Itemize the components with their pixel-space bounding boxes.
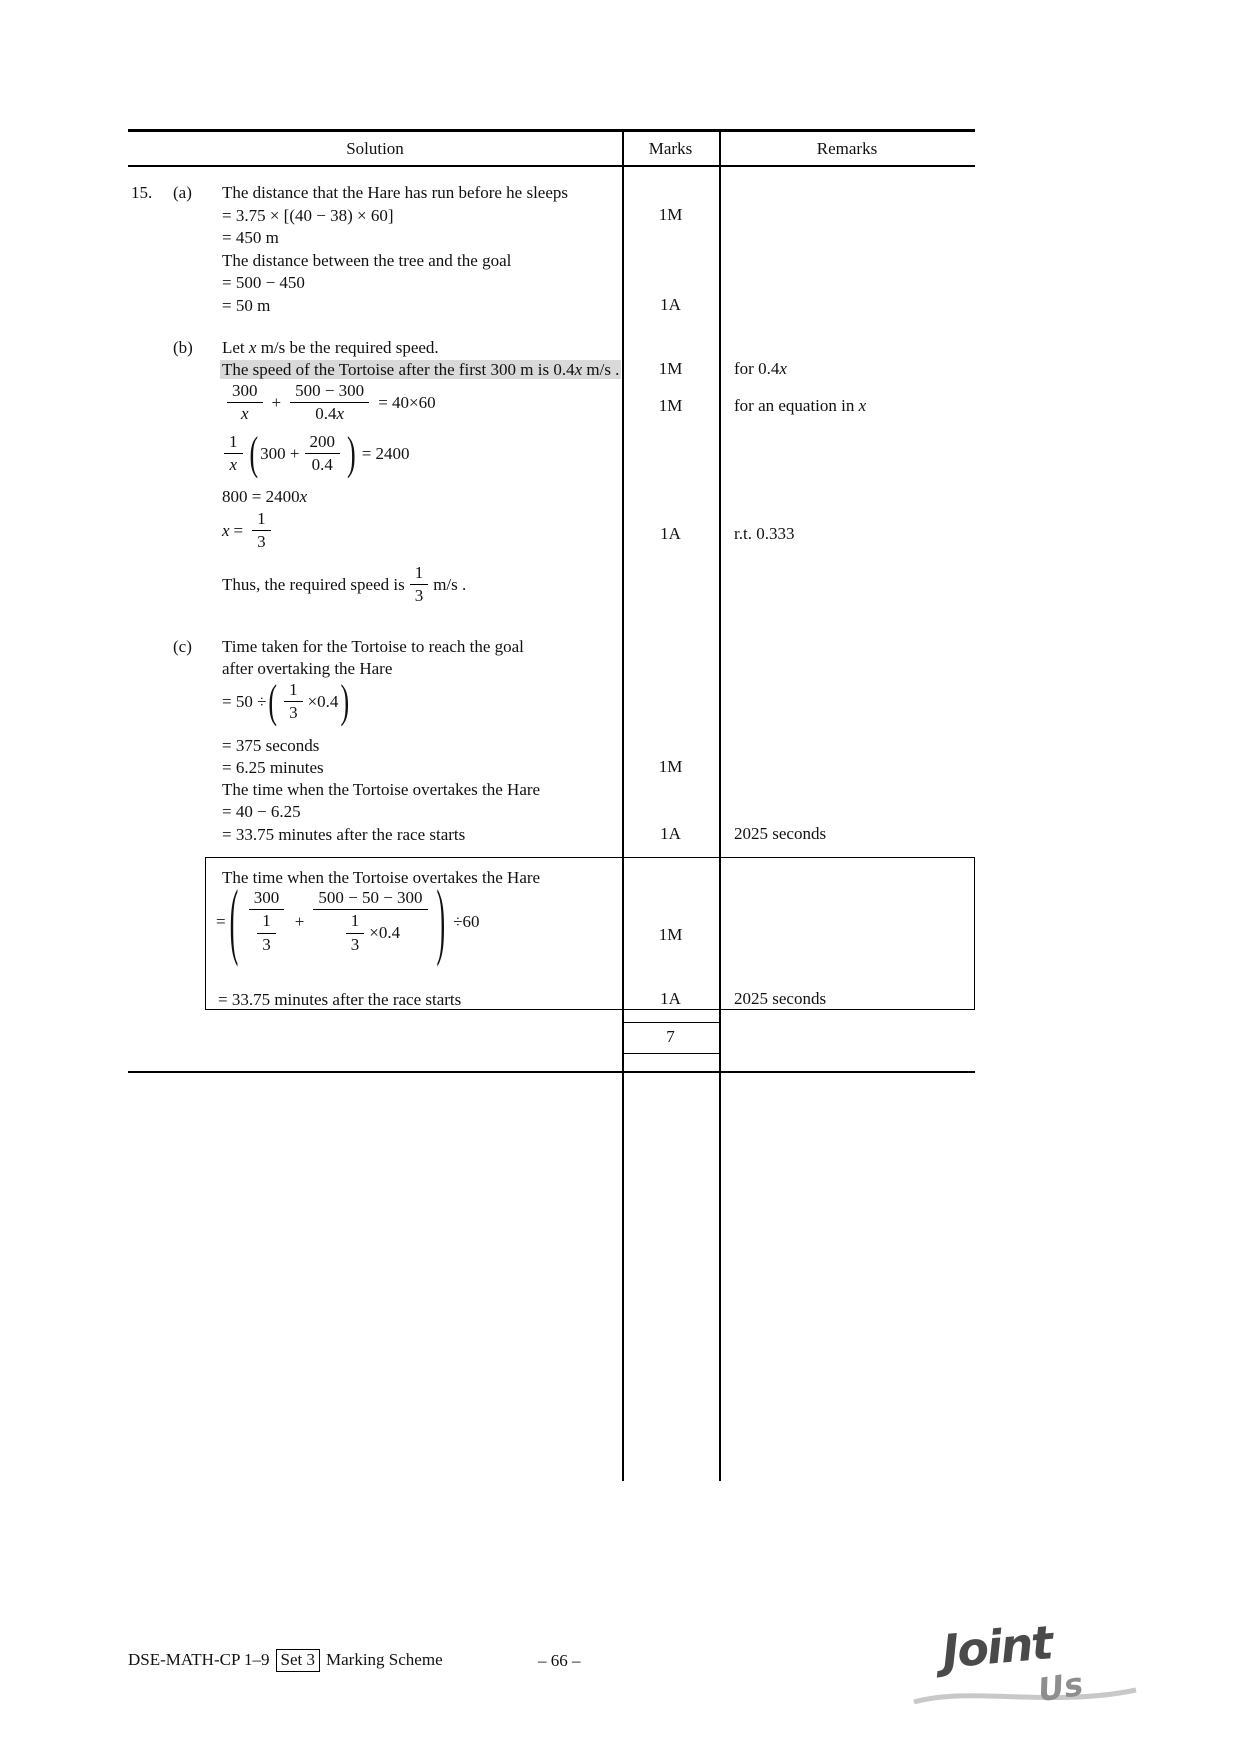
- text-segment: for an equation in: [734, 396, 859, 415]
- mark-a-1m: 1M: [658, 205, 683, 224]
- fraction: [227, 381, 263, 425]
- var-x: x: [248, 338, 257, 357]
- column-divider-marks-remarks: [719, 129, 721, 1481]
- alt-line-1: The time when the Tortoise overtakes the Hare: [222, 868, 541, 887]
- page-number: – 66 –: [538, 1651, 581, 1670]
- denominator: [247, 910, 286, 955]
- var-x: x: [222, 520, 230, 540]
- doc-code: DSE-MATH-CP 1–9: [128, 1650, 270, 1669]
- part-b-equation-2: [219, 426, 414, 480]
- equals-sign: =: [216, 911, 226, 931]
- left-paren: (: [268, 674, 278, 728]
- highlight: [220, 360, 621, 379]
- fraction: [224, 432, 243, 476]
- fraction: [305, 432, 341, 476]
- remark-for-04x: [734, 359, 787, 379]
- var-x: x: [299, 487, 308, 506]
- part-c-line-6: = 40 − 6.25: [222, 802, 301, 821]
- mark-b-1a: 1A: [660, 524, 681, 543]
- fraction: [252, 509, 271, 553]
- nested-fraction: [346, 911, 365, 955]
- part-c-line-2: after overtaking the Hare: [222, 659, 393, 678]
- numerator: 500 − 300: [290, 381, 369, 403]
- nested-fraction: [257, 911, 276, 955]
- remark-2025-seconds-second: 2025 seconds: [734, 989, 827, 1008]
- text-segment: = 50 ÷: [222, 691, 267, 711]
- text-segment: 300 +: [260, 443, 300, 463]
- part-c-equation-1: [222, 674, 351, 728]
- numerator: 1: [224, 432, 243, 454]
- text-segment: for 0.4: [734, 359, 780, 378]
- text-segment: ×0.4: [307, 691, 339, 711]
- plus-sign: +: [294, 911, 305, 931]
- text-segment: ÷60: [453, 911, 480, 931]
- numerator: 1: [346, 911, 365, 933]
- part-c-line-1: Time taken for the Tortoise to reach the goal: [222, 637, 524, 656]
- part-c-line-3: = 375 seconds: [222, 736, 320, 755]
- table-top-border: [128, 129, 975, 132]
- equation-rhs: = 2400: [361, 443, 410, 463]
- mark-alt-1m: 1M: [658, 925, 683, 944]
- equation-rhs: = 40×60: [378, 392, 436, 412]
- part-a-line-1: The distance that the Hare has run before he sleeps: [222, 183, 568, 202]
- var-x: x: [574, 360, 583, 379]
- denominator: 3: [350, 934, 360, 954]
- part-b-label: (b): [173, 338, 193, 357]
- part-b-conclusion: [222, 563, 466, 607]
- part-c-line-7: = 33.75 minutes after the race starts: [222, 825, 466, 844]
- mark-alt-1a: 1A: [660, 989, 681, 1008]
- part-b-equation-3: [222, 486, 307, 507]
- part-b-equation-4: [222, 509, 276, 553]
- fraction: [290, 381, 369, 425]
- numerator: 1: [284, 680, 303, 702]
- denominator: x: [229, 455, 238, 475]
- part-c-line-4: = 6.25 minutes: [222, 758, 324, 777]
- numerator: 1: [410, 563, 429, 585]
- numerator: 300: [227, 381, 263, 403]
- text-segment: Let: [222, 338, 249, 357]
- table-section-divider: [128, 1071, 975, 1073]
- left-paren: (: [249, 426, 259, 480]
- numerator: 300: [249, 888, 285, 910]
- text-segment: The speed of the Tortoise after the first 300 m is 0.4: [222, 360, 575, 379]
- mark-a-1a: 1A: [660, 295, 681, 314]
- plus-sign: +: [271, 392, 282, 412]
- denominator: 3: [414, 586, 424, 606]
- part-a-line-2: = 3.75 × [(40 − 38) × 60]: [222, 206, 394, 225]
- mark-b-1m-first: 1M: [658, 359, 683, 378]
- denominator: [310, 403, 349, 424]
- part-a-line-4: The distance between the tree and the goal: [222, 251, 512, 270]
- column-divider-solution-marks: [622, 129, 624, 1481]
- column-header-marks: Marks: [648, 139, 693, 158]
- text-segment: 800 = 2400: [222, 487, 300, 506]
- right-paren: ): [340, 674, 350, 728]
- part-c-line-5: The time when the Tortoise overtakes the Hare: [222, 780, 541, 799]
- mark-b-1m-second: 1M: [658, 396, 683, 415]
- text-segment: m/s be the required speed.: [256, 338, 439, 357]
- alt-line-2: = 33.75 minutes after the race starts: [218, 990, 462, 1009]
- header-underline: [128, 165, 975, 167]
- fraction: [247, 888, 286, 955]
- column-header-solution: Solution: [346, 139, 404, 158]
- part-c-label: (c): [173, 637, 192, 656]
- denominator: [336, 910, 405, 955]
- mark-c-1m: 1M: [658, 757, 683, 776]
- denominator: 3: [262, 934, 271, 954]
- jointus-logo: [930, 1612, 1160, 1732]
- var-x: x: [779, 359, 787, 378]
- part-a-line-6: = 50 m: [222, 296, 271, 315]
- numerator: 500 − 50 − 300: [313, 888, 427, 910]
- mark-c-1a: 1A: [660, 824, 681, 843]
- fraction: [410, 563, 429, 607]
- left-paren: (: [229, 872, 239, 968]
- text-segment: Thus, the required speed is: [222, 574, 405, 594]
- right-paren: ): [347, 426, 356, 480]
- total-line-bottom: [622, 1053, 720, 1054]
- numerator: 1: [252, 509, 271, 531]
- total-line-top: [622, 1022, 720, 1023]
- text-segment: 0.4: [315, 404, 337, 424]
- numerator: 200: [305, 432, 341, 454]
- logo-swoosh: [910, 1678, 1140, 1712]
- part-b-line-1: [222, 337, 439, 358]
- text-segment: m/s .: [582, 360, 620, 379]
- equals-sign: =: [233, 520, 244, 540]
- text-segment: ×0.4: [369, 923, 401, 943]
- fraction: [313, 888, 427, 955]
- total-marks: 7: [666, 1027, 675, 1046]
- fraction: [284, 680, 303, 724]
- text-segment: m/s .: [433, 574, 467, 594]
- var-x: x: [858, 396, 867, 415]
- right-paren: ): [436, 872, 446, 968]
- remark-2025-seconds-first: 2025 seconds: [734, 824, 827, 843]
- var-x: x: [336, 404, 345, 424]
- doc-title: Marking Scheme: [326, 1650, 443, 1669]
- denominator: x: [240, 404, 249, 424]
- part-b-equation-1: [222, 381, 440, 425]
- logo-word-joint: Joint: [939, 1615, 1054, 1679]
- part-b-line-2-highlighted: [220, 359, 621, 380]
- footer-document-title: [128, 1649, 443, 1672]
- logo-word-us: Us: [1035, 1664, 1086, 1710]
- set-label-box: Set 3: [276, 1649, 320, 1672]
- numerator: 1: [257, 911, 276, 933]
- part-a-line-5: = 500 − 450: [222, 273, 305, 292]
- column-header-remarks: Remarks: [816, 139, 878, 158]
- denominator: 0.4: [311, 455, 333, 475]
- remark-rt-0333: r.t. 0.333: [734, 524, 795, 543]
- part-a-label: (a): [173, 183, 192, 202]
- remark-equation-in-x: [734, 396, 866, 416]
- denominator: 3: [257, 532, 266, 552]
- question-number: 15.: [131, 183, 153, 202]
- part-a-line-3: = 450 m: [222, 228, 279, 247]
- denominator: 3: [289, 703, 298, 723]
